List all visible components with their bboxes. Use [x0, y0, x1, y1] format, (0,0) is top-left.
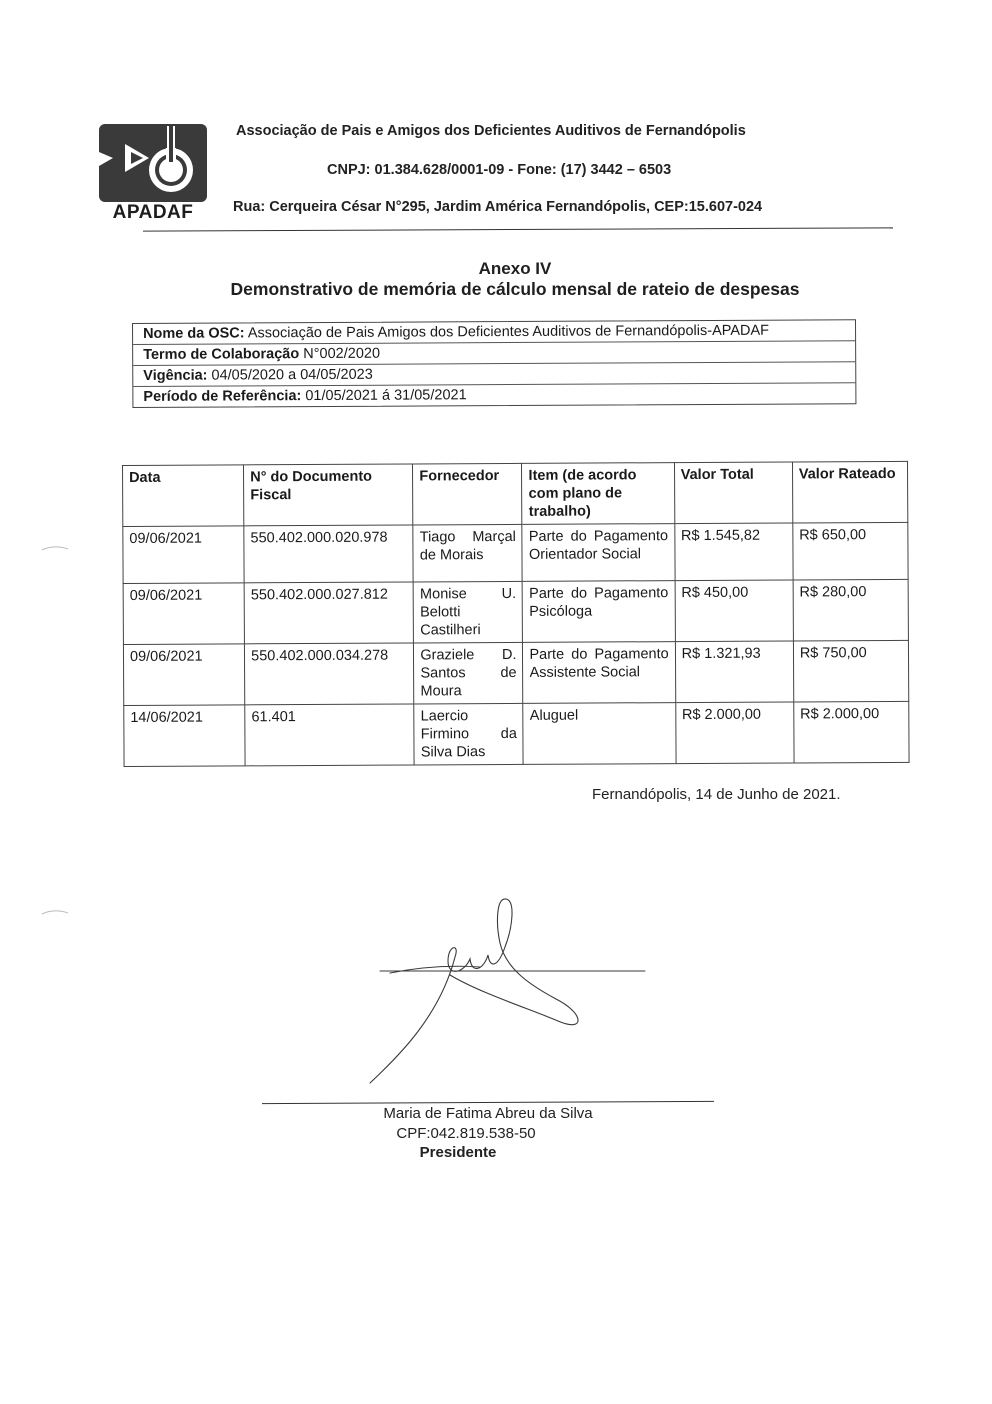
cell-data: 14/06/2021	[124, 705, 245, 767]
osc-name-label: Nome da OSC:	[143, 325, 245, 342]
signature-line	[262, 1101, 714, 1104]
handwritten-signature	[360, 895, 660, 1095]
apadaf-logo	[95, 122, 211, 226]
table-row	[123, 522, 908, 583]
cell-valor-rateado: R$ 2.000,00	[794, 701, 910, 763]
cell-documento: 550.402.000.027.812	[244, 582, 414, 644]
cell-item: Parte do Pagamento Assistente Social	[523, 642, 676, 704]
org-name: Associação de Pais e Amigos dos Deficientes Auditivos de Fernandópolis	[236, 123, 746, 139]
signer-name: Maria de Fatima Abreu da Silva	[383, 1105, 593, 1122]
scan-mark	[40, 908, 70, 916]
cell-valor-total: R$ 1.321,93	[675, 641, 793, 703]
header-divider	[143, 227, 893, 231]
header-valor-total: Valor Total	[674, 462, 792, 524]
header-fornecedor: Fornecedor	[413, 463, 522, 525]
cell-valor-rateado: R$ 280,00	[793, 579, 909, 641]
osc-info-box	[132, 319, 856, 408]
cell-fornecedor: Graziele D. Santos de Moura	[414, 642, 523, 704]
logo-wordmark: APADAF	[112, 202, 194, 223]
cell-data: 09/06/2021	[123, 644, 244, 706]
table-row	[123, 579, 908, 644]
vigencia-value: 04/05/2020 a 04/05/2023	[207, 366, 373, 384]
org-address: Rua: Cerqueira César N°295, Jardim América Fernandópolis, CEP:15.607-024	[233, 199, 763, 215]
periodo-value: 01/05/2021 á 31/05/2021	[301, 387, 467, 405]
document-title: Demonstrativo de memória de cálculo mensal de rateio de despesas	[230, 279, 800, 299]
table-row	[123, 640, 908, 705]
cell-item: Parte do Pagamento Psicóloga	[523, 581, 676, 643]
cell-documento: 61.401	[245, 704, 415, 766]
cell-valor-rateado: R$ 650,00	[793, 522, 909, 580]
header-data: Data	[123, 465, 244, 527]
periodo-row	[133, 382, 855, 407]
apadaf-logo-icon	[97, 122, 209, 202]
cell-fornecedor: Monise U. Belotti Castilheri	[413, 581, 522, 643]
signer-role: Presidente	[419, 1144, 497, 1161]
cell-data: 09/06/2021	[123, 526, 244, 584]
cell-valor-total: R$ 450,00	[675, 580, 793, 642]
cell-fornecedor: Tiago Marçal de Morais	[413, 524, 522, 582]
cell-item: Parte do Pagamento Orientador Social	[522, 524, 674, 582]
org-cnpj-phone: CNPJ: 01.384.628/0001-09 - Fone: (17) 3442 – 6503	[327, 162, 672, 178]
cell-documento: 550.402.000.034.278	[245, 643, 415, 705]
cell-valor-total: R$ 1.545,82	[674, 523, 792, 581]
scan-mark	[40, 544, 70, 552]
table-header-row	[123, 461, 908, 526]
annex-title: Anexo IV	[478, 259, 552, 278]
place-date: Fernandópolis, 14 de Junho de 2021.	[592, 786, 841, 803]
cell-documento: 550.402.000.020.978	[244, 525, 413, 583]
cell-valor-total: R$ 2.000,00	[675, 702, 793, 764]
periodo-label: Período de Referência:	[143, 388, 302, 405]
termo-label: Termo de Colaboração	[143, 346, 300, 363]
table-row	[124, 701, 909, 766]
cell-item: Aluguel	[523, 703, 676, 765]
vigencia-label: Vigência:	[143, 367, 208, 384]
header-valor-rateado: Valor Rateado	[792, 461, 908, 523]
cell-fornecedor: Laercio Firmino da Silva Dias	[414, 703, 523, 765]
expense-table	[122, 461, 910, 767]
header-documento: N° do Documento Fiscal	[244, 464, 414, 526]
termo-value: N°002/2020	[299, 345, 381, 363]
signer-cpf: CPF:042.819.538-50	[396, 1125, 536, 1142]
osc-name-value: Associação de Pais Amigos dos Deficientes Auditivos de Fernandópolis-APADAF	[244, 322, 770, 342]
header-item: Item (de acordo com plano de trabalho)	[522, 463, 675, 525]
cell-data: 09/06/2021	[123, 583, 244, 645]
cell-valor-rateado: R$ 750,00	[793, 640, 909, 702]
